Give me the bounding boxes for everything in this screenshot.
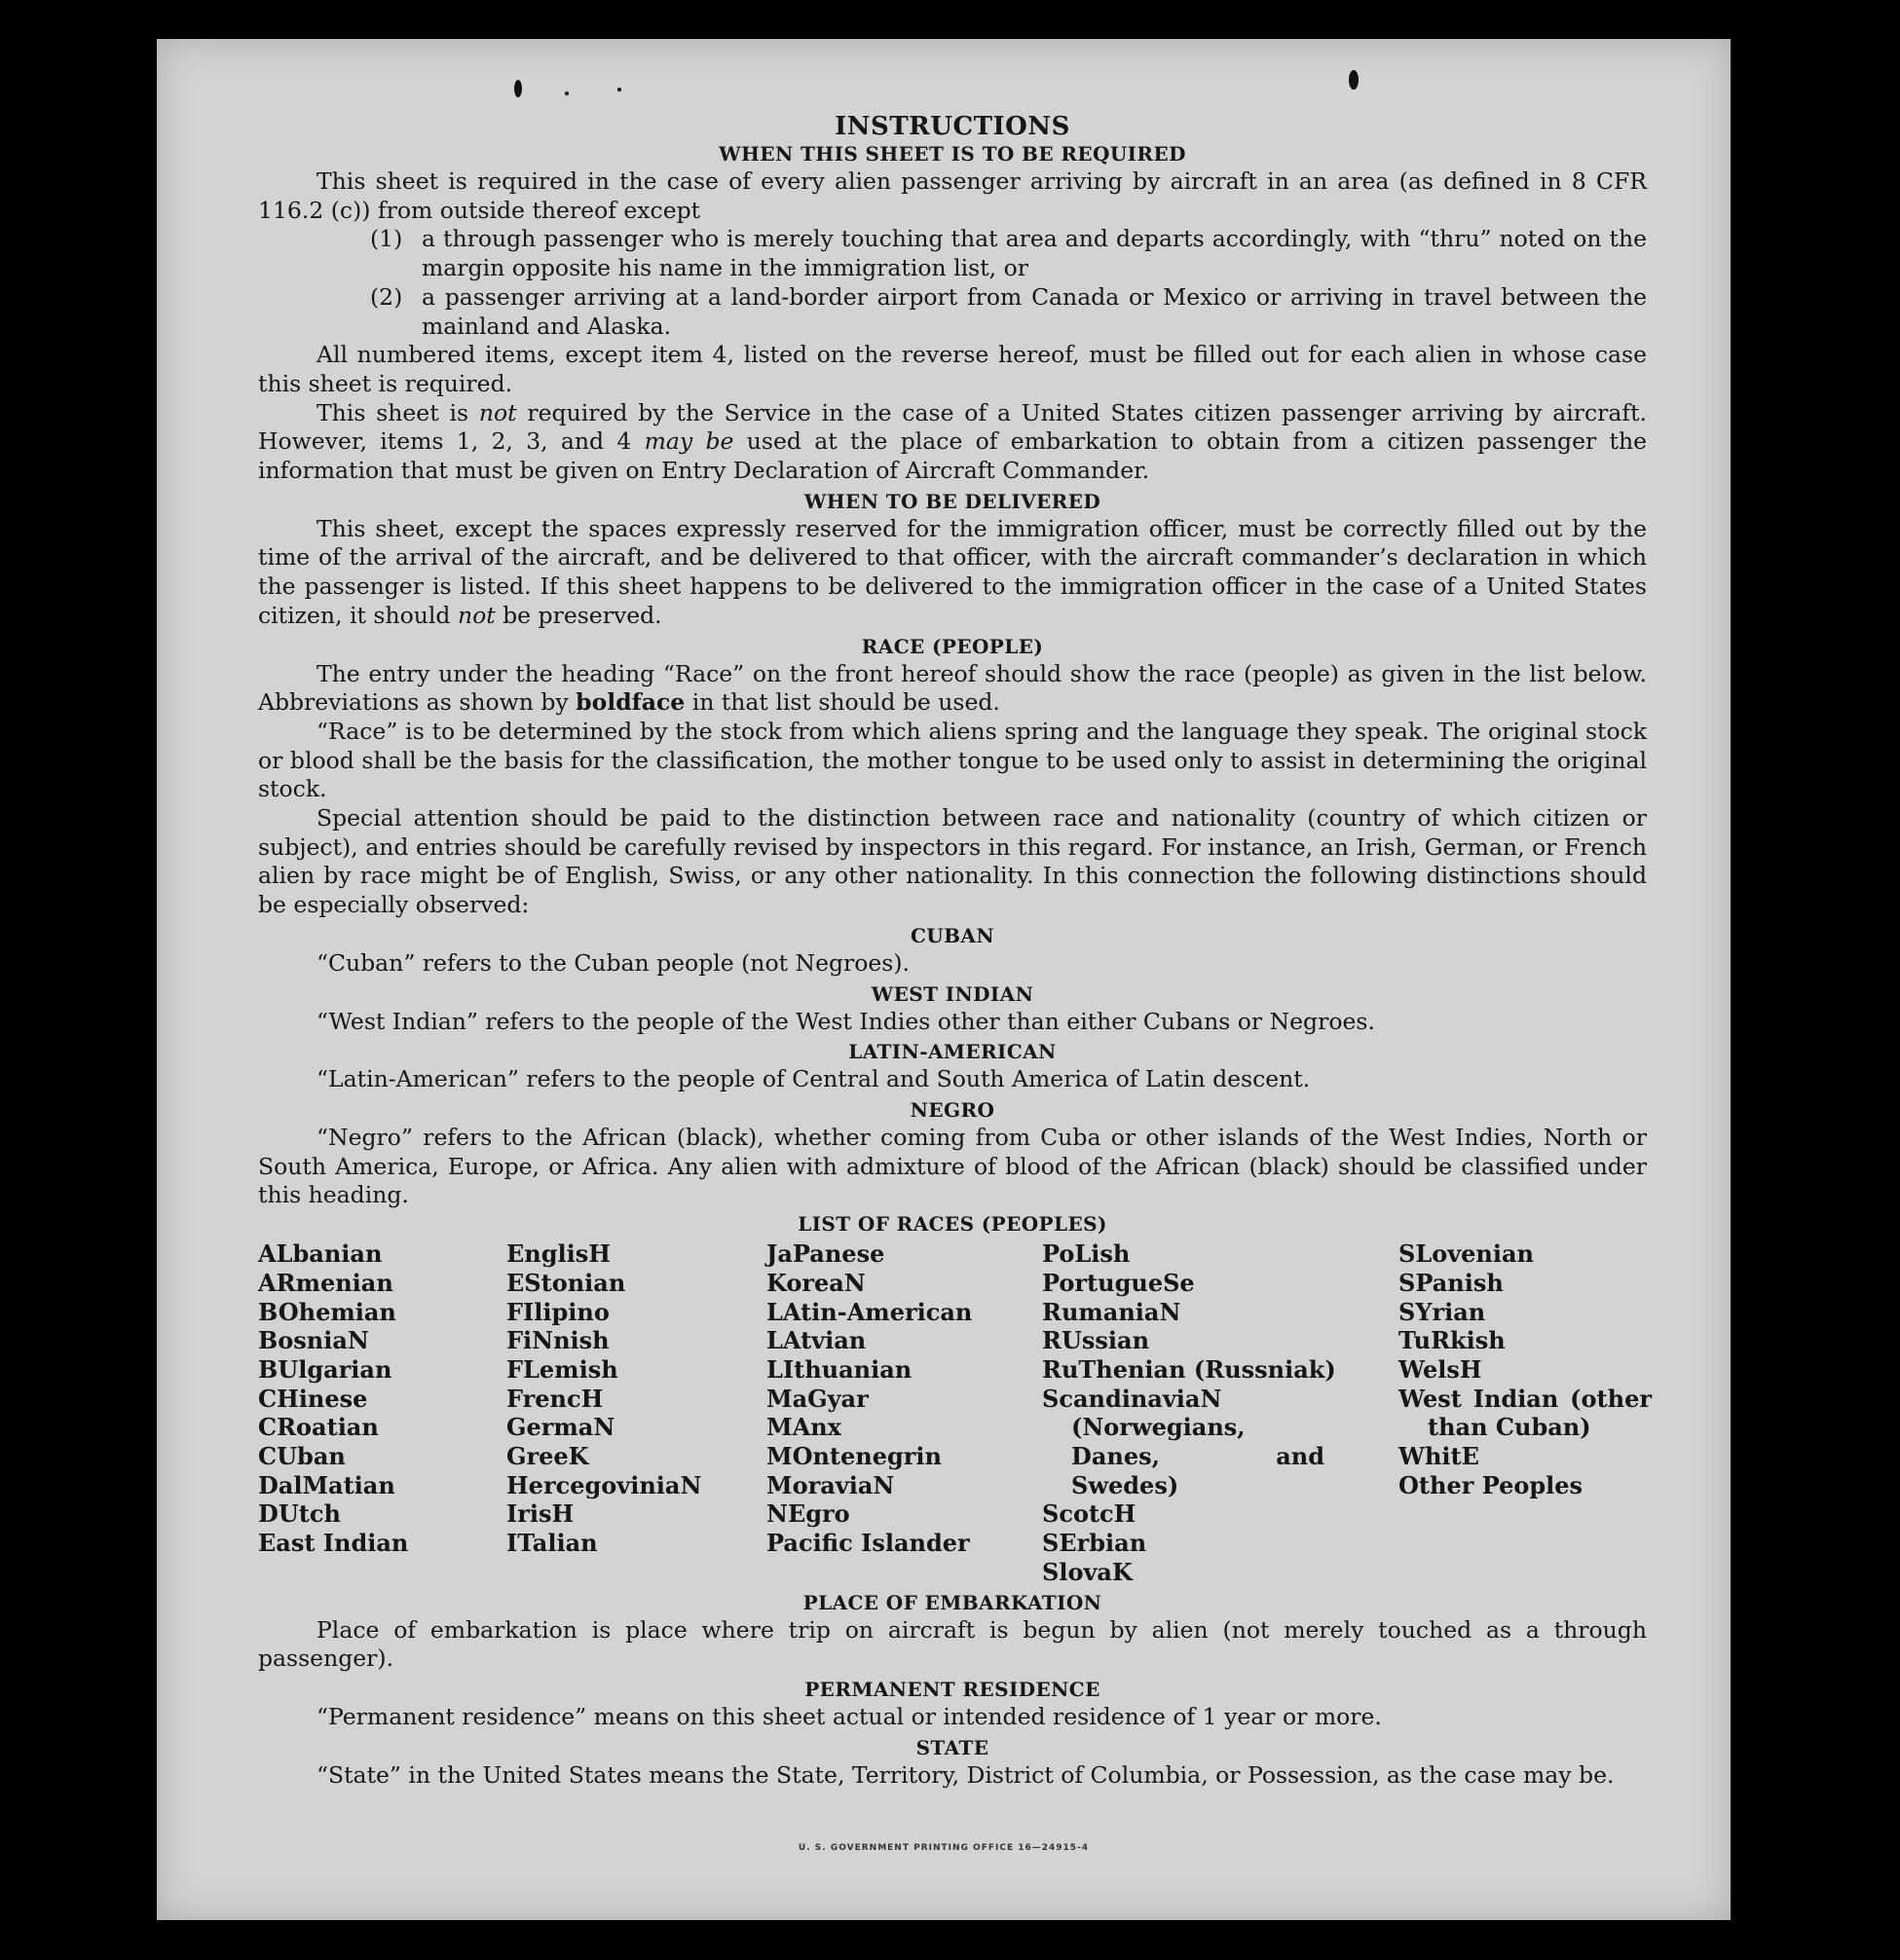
race-item: FiNnish — [506, 1326, 610, 1355]
section-heading-west-indian: WEST INDIAN — [871, 981, 1034, 1006]
race-item: LIthuanian — [766, 1354, 913, 1384]
text-run: in that list should be used. — [685, 688, 1000, 717]
race-item: CHinese — [258, 1384, 368, 1413]
page-title: INSTRUCTIONS — [835, 112, 1070, 141]
item-number: (2) — [370, 282, 403, 311]
item-number: (1) — [370, 225, 403, 253]
race-item: EnglisH — [506, 1239, 611, 1269]
race-item: PoLish — [1042, 1239, 1131, 1269]
punch-mark-dot — [565, 92, 569, 95]
instructions-body — [258, 109, 1652, 1790]
text-run: be preserved. — [495, 601, 662, 629]
paragraph: “Race” is to be determined by the stock from which aliens spring and the language they speak. The original stock or blood shall be the basis for the classification, the mother tongue to be used only to assist in determining the original stock. — [258, 717, 1647, 803]
paragraph: Place of embarkation is place where trip on aircraft is begun by alien (not merely touched as a through passenger). — [258, 1615, 1647, 1673]
paragraph: This sheet is required in the case of every alien passenger arriving by aircraft in an area (as defined in 8 CFR 116.2 (c)) from outside thereof except — [258, 167, 1647, 224]
emphasis: not — [478, 398, 517, 426]
race-item: LAtvian — [766, 1326, 867, 1355]
item-text: a through passenger who is merely touching that area and departs accordingly, with “thru” noted on the margin opposite his name in the immigration list, or — [422, 225, 1647, 282]
paragraph — [258, 515, 1647, 631]
section-heading-negro: NEGRO — [910, 1097, 995, 1122]
race-item: GreeK — [506, 1442, 589, 1471]
race-item: PortugueSe — [1042, 1268, 1195, 1297]
paragraph: All numbered items, except item 4, listed on the reverse hereof, must be filled out for each alien in whose case this sheet is required. — [258, 341, 1647, 397]
race-item: MAnx — [766, 1413, 841, 1442]
text-run: required by the Service in the case of a United States citizen passenger arriving by aircraft. However, items 1, 2, 3, and 4 — [258, 398, 1647, 456]
race-item: ScotcH — [1042, 1499, 1136, 1529]
race-item: MoraviaN — [766, 1470, 895, 1499]
race-item: BOhemian — [258, 1297, 396, 1326]
race-item: GermaN — [506, 1413, 615, 1442]
race-column — [258, 1239, 506, 1586]
race-item: WelsH — [1398, 1354, 1482, 1384]
race-item: DalMatian — [258, 1470, 395, 1499]
punch-mark-right — [1349, 70, 1359, 90]
section-heading-when-required: WHEN THIS SHEET IS TO BE REQUIRED — [719, 142, 1186, 166]
race-column — [766, 1239, 1042, 1586]
section-heading-list-of-races: LIST OF RACES (PEOPLES) — [798, 1212, 1107, 1237]
paragraph: “Permanent residence” means on this sheet actual or intended residence of 1 year or more. — [317, 1702, 1382, 1730]
race-item: DUtch — [258, 1499, 341, 1529]
race-item: RuThenian (Russniak) — [1042, 1354, 1336, 1384]
race-column — [506, 1239, 766, 1586]
section-heading-embarkation: PLACE OF EMBARKATION — [802, 1590, 1102, 1614]
race-item: RumaniaN — [1042, 1297, 1181, 1326]
race-item: ARmenian — [258, 1268, 393, 1297]
race-item: MOntenegrin — [766, 1442, 942, 1471]
race-item: CRoatian — [258, 1413, 379, 1442]
paragraph: “Latin-American” refers to the people of Central and South America of Latin descent. — [317, 1065, 1311, 1093]
race-column — [1042, 1239, 1336, 1586]
punch-mark-dot — [617, 88, 621, 92]
race-item: KoreaN — [766, 1268, 866, 1297]
race-item: LAtin-American — [766, 1297, 973, 1326]
race-item: SLovenian — [1398, 1239, 1534, 1269]
race-item: CUban — [258, 1442, 346, 1471]
race-item: East Indian — [258, 1529, 409, 1558]
race-list — [258, 1239, 1652, 1586]
paragraph: “Cuban” refers to the Cuban people (not Negroes). — [317, 948, 911, 977]
race-item: ITalian — [506, 1529, 598, 1558]
section-heading-race: RACE (PEOPLE) — [861, 634, 1044, 658]
race-item: HercegoviniaN — [506, 1470, 702, 1499]
emphasis: may be — [644, 427, 734, 456]
section-heading-permanent-residence: PERMANENT RESIDENCE — [804, 1677, 1100, 1701]
race-item: FIlipino — [506, 1297, 610, 1326]
paragraph: Special attention should be paid to the distinction between race and nationality (country of which citizen or subject), and entries should be carefully revised by inspectors in this regard. For instance, an Irish, German, or French alien by race might be of English, Swiss, or any other nationality. In this connection the following distinctions should be especially observed: — [258, 804, 1647, 919]
printer-imprint: U. S. GOVERNMENT PRINTING OFFICE 16—24915-4 — [798, 1843, 1090, 1853]
race-item: EStonian — [506, 1268, 626, 1297]
race-item: BUlgarian — [258, 1354, 392, 1384]
emphasis: not — [457, 601, 496, 629]
item-text: a passenger arriving at a land-border airport from Canada or Mexico or arriving in travel between the mainland and Alaska. — [422, 282, 1647, 340]
race-item: SlovaK — [1042, 1557, 1133, 1586]
race-item: SPanish — [1398, 1268, 1504, 1297]
race-item: WhitE — [1398, 1442, 1479, 1471]
section-heading-cuban: CUBAN — [910, 923, 995, 947]
paragraph: “Negro” refers to the African (black), whether coming from Cuba or other islands of the West Indies, North or South America, Europe, or Africa. Any alien with admixture of blood of the African (black) should be classified under this heading. — [258, 1123, 1647, 1209]
race-item: BosniaN — [258, 1326, 369, 1355]
section-heading-when-delivered: WHEN TO BE DELIVERED — [803, 489, 1101, 513]
race-item: ScandinaviaN (Norwegians, Danes, and Swedes) — [1042, 1384, 1324, 1499]
race-item: SYrian — [1398, 1297, 1486, 1326]
race-item: JaPanese — [766, 1239, 885, 1269]
race-item: MaGyar — [766, 1384, 869, 1413]
race-item: RUssian — [1042, 1326, 1150, 1355]
race-item: NEgro — [766, 1499, 850, 1529]
text-run: This sheet, except the spaces expressly reserved for the immigration officer, must be correctly filled out by the time of the arrival of the aircraft, and be delivered to that officer, with the aircraft commander’s declaration in which the passenger is listed. If this sheet happens to be delivered to the immigration officer in the case of a United States citizen, it should — [258, 514, 1647, 629]
document-sheet — [157, 39, 1731, 1920]
paragraph: “State” in the United States means the State, Territory, District of Columbia, or Possession, as the case may be. — [317, 1760, 1615, 1789]
text-run: This sheet is — [317, 398, 479, 426]
emphasis-bold: boldface — [576, 688, 686, 717]
race-column — [1398, 1239, 1681, 1586]
race-item: Pacific Islander — [766, 1529, 970, 1558]
paragraph — [258, 399, 1647, 486]
race-item: SErbian — [1042, 1529, 1147, 1558]
race-item: FrencH — [506, 1384, 604, 1413]
text-run: The entry under the heading “Race” on the front hereof should show the race (people) as given in the list below. Abbreviations as shown by — [258, 659, 1647, 717]
race-item: ALbanian — [258, 1239, 383, 1269]
punch-mark-left — [514, 80, 522, 97]
list-item — [370, 225, 1647, 282]
race-item: TuRkish — [1398, 1326, 1506, 1355]
race-item: IrisH — [506, 1499, 575, 1529]
race-item: West Indian (other than Cuban) — [1398, 1384, 1652, 1442]
text-run: used at the place of embarkation to obtain from a citizen passenger the information that must be given on Entry Declaration of Aircraft Commander. — [258, 427, 1648, 485]
race-item: Other Peoples — [1398, 1470, 1583, 1499]
list-item — [370, 283, 1647, 341]
paragraph — [258, 660, 1647, 718]
section-heading-latin-american: LATIN-AMERICAN — [848, 1040, 1057, 1064]
section-heading-state: STATE — [915, 1735, 989, 1759]
race-item: FLemish — [506, 1354, 618, 1384]
paragraph: “West Indian” refers to the people of the West Indies other than either Cubans or Negroes. — [317, 1007, 1375, 1035]
